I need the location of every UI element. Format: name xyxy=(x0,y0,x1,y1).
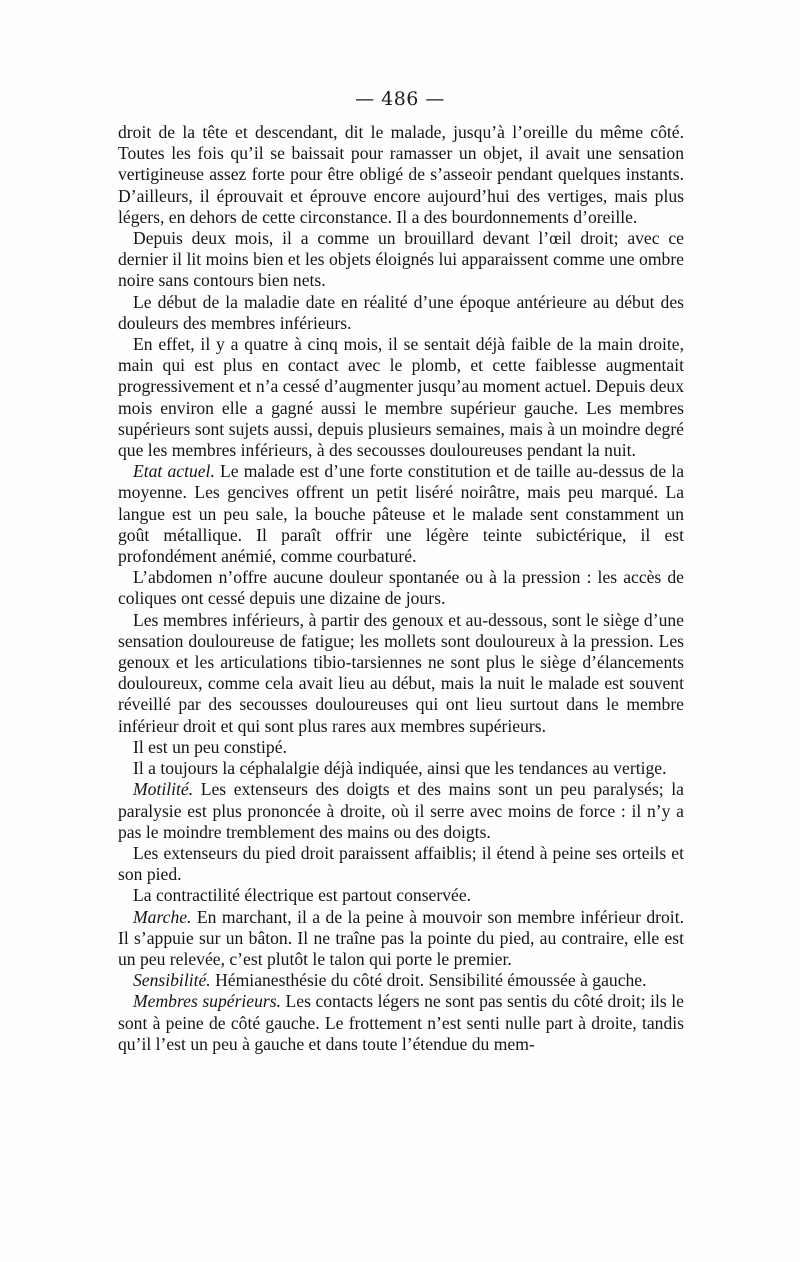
paragraph-text: Les extenseurs des doigts et des mains sont un peu paralysés; la paralysie est plus prononcée à droite, où il serre avec moins de force : il n’y a pas le moindre tremblement des mains ou des doigts. xyxy=(118,779,684,842)
paragraph-text: Les contacts légers ne sont pas sentis du côté droit; ils le sont à peine de côté gauche. Le frottement n’est senti nulle part à droite, tandis qu’il l’est un peu à gauche et dans toute l’étendue du mem- xyxy=(118,991,684,1054)
paragraph: La contractilité électrique est partout conservée. xyxy=(133,885,472,906)
section-lead: Motilité. xyxy=(133,779,194,800)
paragraph-text: Le malade est d’une forte constitution et de taille au-dessus de la moyenne. Les gencives offrent un petit liséré noirâtre, mais peu marqué. La langue est un peu sale, la bouche pâteuse et le malade sent constamment un goût métallique. Il paraît offrir une légère teinte subictérique, il est profondément anémié, comme courbaturé. xyxy=(118,461,684,567)
paragraph xyxy=(118,461,684,567)
paragraph-text: En marchant, il a de la peine à mouvoir son membre inférieur droit. Il s’appuie sur un bâton. Il ne traîne pas la pointe du pied, au contraire, elle est un peu relevée, c’est plutôt le talon qui porte le premier. xyxy=(118,906,684,969)
section-lead: Membres supérieurs. xyxy=(133,991,282,1012)
section-lead: Sensibilité. xyxy=(133,970,211,991)
paragraph: droit de la tête et descendant, dit le malade, jusqu’à l’oreille du même côté. Toutes les fois qu’il se baissait pour ramasser un objet, il avait une sensation vertigineuse assez forte pour être obligé de s’asseoir pendant quelques instants. D’ailleurs, il éprouvait et éprouve encore aujourd’hui des vertiges, mais plus légers, en dehors de cette circonstance. Il a des bourdonnements d’oreille. xyxy=(118,122,684,227)
paragraph xyxy=(118,991,684,1055)
paragraph: En effet, il y a quatre à cinq mois, il se sentait déjà faible de la main droite, main qui est plus en contact avec le plomb, et cette faiblesse augmentait progressivement et n’a cessé d’augmenter jusqu’au moment actuel. Depuis deux mois environ elle a gagné aussi le membre supérieur gauche. Les membres supérieurs sont sujets aussi, depuis plusieurs semaines, mais à un moindre degré que les membres inférieurs, à des secousses douloureuses pendant la nuit. xyxy=(118,334,684,461)
body-text xyxy=(118,122,684,1055)
page-number: — 486 — xyxy=(355,88,445,110)
paragraph-text: Hémianesthésie du côté droit. Sensibilité émoussée à gauche. xyxy=(210,970,647,991)
paragraph xyxy=(118,907,684,971)
paragraph: Le début de la maladie date en réalité d’une époque antérieure au début des douleurs des membres inférieurs. xyxy=(118,291,684,333)
paragraph: Les membres inférieurs, à partir des genoux et au-dessous, sont le siège d’une sensation douloureuse de fatigue; les mollets sont douloureux à la pression. Les genoux et les articulations tibio-tarsiennes ne sont plus le siège d’élancements douloureux, comme cela avait lieu au début, mais la nuit le malade est souvent réveillé par des secousses douloureuses qui ont lieu surtout dans le membre inférieur droit et qui sont plus rares aux membres supérieurs. xyxy=(118,609,684,736)
paragraph xyxy=(118,779,684,843)
paragraph: Depuis deux mois, il a comme un brouillard devant l’œil droit; avec ce dernier il lit moins bien et les objets éloignés lui apparaissent comme une ombre noire sans contours bien nets. xyxy=(118,228,684,291)
paragraph xyxy=(118,970,684,991)
paragraph: Il est un peu constipé. xyxy=(133,736,287,757)
section-lead: Marche. xyxy=(133,906,192,927)
paragraph: Les extenseurs du pied droit paraissent affaiblis; il étend à peine ses orteils et son pied. xyxy=(118,842,684,885)
paragraph: L’abdomen n’offre aucune douleur spontanée ou à la pression : les accès de coliques ont cessé depuis une dizaine de jours. xyxy=(118,567,684,609)
section-lead: Etat actuel. xyxy=(133,461,215,482)
paragraph: Il a toujours la céphalalgie déjà indiquée, ainsi que les tendances au vertige. xyxy=(133,758,667,779)
